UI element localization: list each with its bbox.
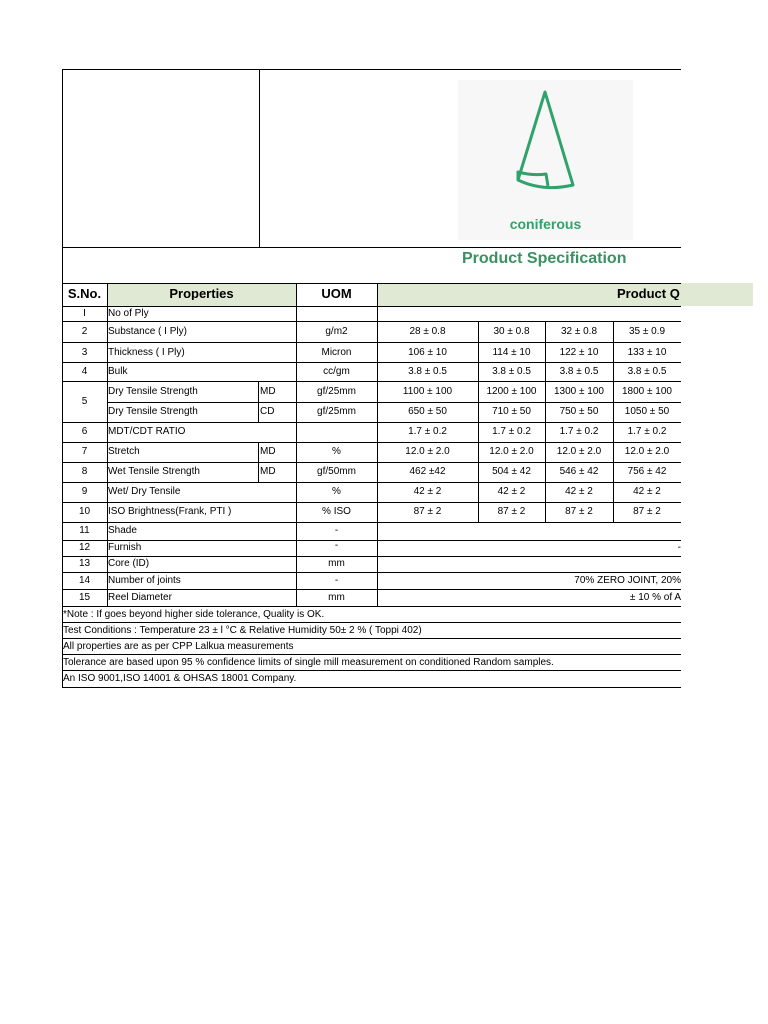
row-property: Number of joints — [108, 575, 181, 586]
row-uom: mm — [328, 592, 345, 603]
row-line — [62, 687, 681, 688]
row-line — [62, 572, 681, 573]
row-value: 1200 ± 100 — [486, 386, 537, 397]
row-value: 1800 ± 100 — [622, 386, 672, 397]
row-value: 114 ± 10 — [492, 347, 531, 358]
row-value: 3.8 ± 0.5 — [408, 366, 447, 377]
page-title: Product Specification — [462, 250, 627, 267]
row-sno: 2 — [81, 326, 88, 337]
row-value: 3.8 ± 0.5 — [492, 366, 531, 377]
row-property: Wet Tensile Strength — [108, 466, 200, 477]
row-merged-value: ± 10 % of A — [629, 592, 681, 603]
header-product: Product Q — [617, 288, 680, 300]
row-value: 750 ± 50 — [559, 406, 599, 417]
row-value: 1.7 ± 0.2 — [559, 426, 599, 437]
row-uom: % ISO — [322, 506, 351, 517]
row-value: 12.0 ± 2.0 — [405, 446, 450, 457]
row-property: Stretch — [108, 446, 140, 457]
row-sno: 9 — [81, 486, 88, 497]
row-property: Core (ID) — [108, 558, 150, 569]
row-uom: - — [334, 575, 339, 586]
row-line — [107, 402, 681, 403]
row-property: Bulk — [108, 366, 128, 377]
row-property: Shade — [108, 525, 137, 536]
row-sno: 8 — [81, 466, 88, 477]
row-property: Dry Tensile Strength — [108, 386, 198, 397]
row-value: 12.0 ± 2.0 — [489, 446, 534, 457]
row-sno: 11 — [79, 525, 90, 536]
row-property: No of Ply — [108, 308, 149, 319]
row-line — [62, 442, 681, 443]
row-value: 87 ± 2 — [633, 506, 661, 517]
row-line — [62, 482, 681, 483]
row-value: 1050 ± 50 — [624, 406, 670, 417]
row-value: 32 ± 0.8 — [560, 326, 598, 337]
row-value: 122 ± 10 — [559, 347, 599, 358]
row-sno: 13 — [78, 558, 91, 569]
row-sno: 5 — [81, 396, 88, 407]
row-line — [62, 622, 681, 623]
row-line — [62, 502, 681, 503]
row-value: 1100 ± 100 — [402, 386, 453, 397]
row-sno: 14 — [78, 575, 91, 586]
row-value: 1.7 ± 0.2 — [627, 426, 667, 437]
row-value: 42 ± 2 — [413, 486, 442, 497]
row-line — [62, 589, 681, 590]
row-uom: % — [332, 486, 341, 497]
row-value: 650 ± 50 — [408, 406, 447, 417]
row-line — [62, 556, 681, 557]
note-line: Tolerance are based upon 95 % confidence limits of single mill measurement on conditioned Random samples. — [63, 657, 554, 668]
row-sno: 3 — [81, 347, 88, 358]
row-line — [62, 638, 681, 639]
row-value: 35 ± 0.9 — [628, 326, 666, 337]
note-line: An ISO 9001,ISO 14001 & OHSAS 18001 Company. — [63, 673, 297, 684]
row-direction: MD — [260, 386, 276, 397]
row-property: Reel Diameter — [108, 592, 172, 603]
header-properties: Properties — [169, 288, 234, 300]
row-sno: 6 — [81, 426, 88, 437]
row-uom: - — [334, 540, 339, 551]
row-merged-value: 70% ZERO JOINT, 20% — [574, 575, 681, 586]
logo — [458, 80, 633, 240]
row-line — [62, 522, 681, 523]
row-property: MDT/CDT RATIO — [108, 426, 186, 437]
row-line — [62, 654, 681, 655]
row-uom: gf/50mm — [317, 466, 356, 477]
row-line — [62, 381, 681, 382]
row-value: 756 ± 42 — [627, 466, 667, 477]
row-line — [62, 283, 681, 284]
row-value: 462 ±42 — [409, 466, 446, 477]
row-property: Wet/ Dry Tensile — [108, 486, 181, 497]
row-property: ISO Brightness(Frank, PTI ) — [108, 506, 232, 517]
row-value: 28 ± 0.8 — [409, 326, 446, 337]
row-sno: 10 — [78, 506, 91, 517]
row-line — [62, 306, 681, 307]
row-uom: cc/gm — [323, 366, 350, 377]
col-line — [258, 381, 259, 422]
row-value: 106 ± 10 — [408, 347, 447, 358]
row-sno: I — [83, 308, 86, 319]
row-line — [62, 342, 681, 343]
row-value: 504 ± 42 — [492, 466, 531, 477]
row-uom: Micron — [321, 347, 352, 358]
row-uom: mm — [328, 558, 345, 569]
row-line — [62, 462, 681, 463]
row-value: 87 ± 2 — [497, 506, 526, 517]
row-value: 3.8 ± 0.5 — [627, 366, 667, 377]
row-value: 30 ± 0.8 — [493, 326, 530, 337]
row-value: 87 ± 2 — [413, 506, 442, 517]
row-sno: 7 — [81, 446, 88, 457]
row-direction: MD — [260, 446, 276, 457]
row-uom: gf/25mm — [317, 386, 356, 397]
row-value: 133 ± 10 — [627, 347, 667, 358]
header-uom: UOM — [321, 288, 352, 300]
row-sno: 4 — [81, 366, 88, 377]
row-value: 42 ± 2 — [565, 486, 593, 497]
row-value: 1.7 ± 0.2 — [492, 426, 531, 437]
row-uom: % — [332, 446, 341, 457]
logo-text: coniferous — [509, 216, 582, 232]
row-line — [62, 321, 681, 322]
row-value: 1300 ± 100 — [554, 386, 604, 397]
row-value: 3.8 ± 0.5 — [559, 366, 599, 377]
row-sno: 15 — [78, 592, 91, 603]
header-sno: S.No. — [67, 288, 102, 300]
row-uom: - — [334, 525, 339, 536]
note-line: All properties are as per CPP Lalkua measurements — [63, 641, 294, 652]
row-line — [62, 422, 681, 423]
col-line — [258, 442, 259, 482]
row-line — [62, 362, 681, 363]
header-band-product — [377, 283, 753, 306]
row-direction: CD — [260, 406, 275, 417]
row-property: Furnish — [108, 542, 142, 553]
row-value: 710 ± 50 — [492, 406, 531, 417]
header-bottom-line — [62, 247, 681, 248]
row-value: 42 ± 2 — [633, 486, 661, 497]
row-uom: gf/25mm — [317, 406, 356, 417]
row-line — [62, 670, 681, 671]
row-direction: MD — [260, 466, 276, 477]
row-property: Thickness ( I Ply) — [108, 347, 185, 358]
row-value: 42 ± 2 — [497, 486, 526, 497]
row-value: 12.0 ± 2.0 — [624, 446, 670, 457]
note-line: Test Conditions : Temperature 23 ± l °C & Relative Humidity 50± 2 % ( Toppi 402) — [63, 625, 422, 636]
row-property: Dry Tensile Strength — [108, 406, 198, 417]
row-value: 1.7 ± 0.2 — [408, 426, 447, 437]
row-uom: g/m2 — [325, 326, 348, 337]
row-line — [62, 606, 681, 607]
row-value: 546 ± 42 — [559, 466, 599, 477]
row-value: 87 ± 2 — [565, 506, 593, 517]
border-top — [62, 69, 681, 70]
header-divider — [259, 69, 260, 247]
note-line: *Note : If goes beyond higher side tolerance, Quality is OK. — [63, 609, 325, 620]
row-property: Substance ( I Ply) — [108, 326, 187, 337]
row-merged-value: - — [677, 542, 681, 553]
row-value: 12.0 ± 2.0 — [556, 446, 602, 457]
row-sno: 12 — [78, 542, 91, 553]
